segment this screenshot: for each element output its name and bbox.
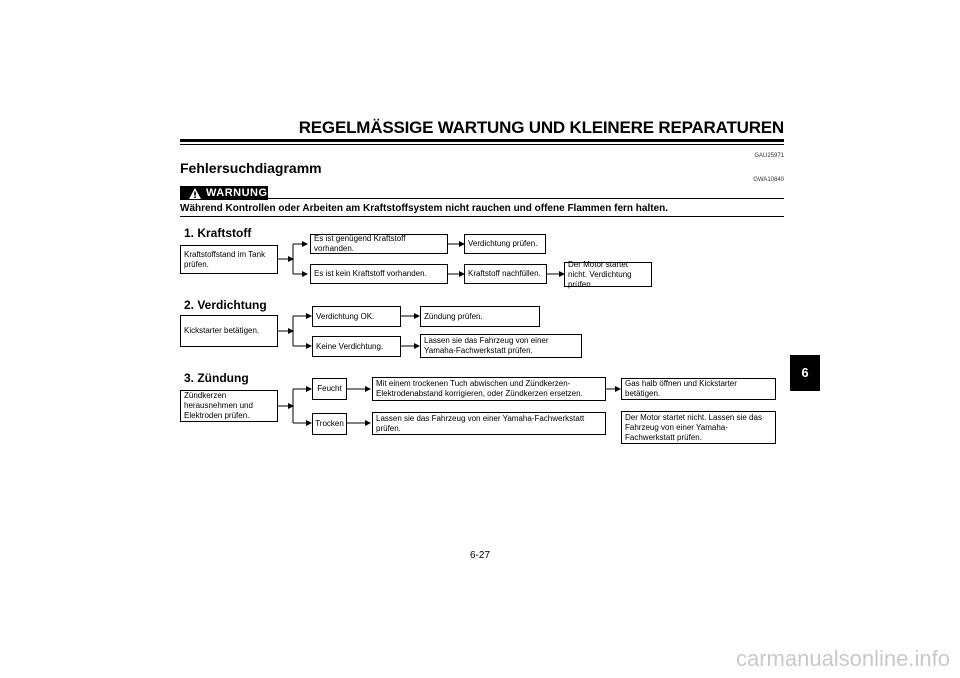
flow-box-3a3 bbox=[621, 378, 776, 400]
chapter-tab: 6 bbox=[790, 355, 820, 391]
flow-text: Keine Verdichtung. bbox=[316, 341, 384, 351]
flow-box-3b3 bbox=[621, 411, 776, 444]
flow-text: Trocken bbox=[315, 419, 344, 428]
flow-text: Zündung prüfen. bbox=[424, 311, 483, 321]
flow-text: Verdichtung OK. bbox=[316, 311, 375, 321]
flow-text: Kraftstoffstand im Tank prüfen. bbox=[184, 249, 266, 269]
flow-box-start-3 bbox=[180, 390, 278, 422]
section-title-zuendung: 3. Zündung bbox=[184, 371, 249, 385]
flow-box-2b2 bbox=[420, 334, 582, 358]
flow-text: Lassen sie das Fahrzeug von einer Yamaha-Fachwerkstatt prüfen. bbox=[376, 413, 585, 433]
flow-box-2b1 bbox=[312, 336, 401, 357]
warning-label: WARNUNG bbox=[206, 187, 268, 199]
flow-text: Feucht bbox=[317, 384, 342, 393]
flow-text: Der Motor startet nicht. Verdichtung prüfen. bbox=[568, 259, 632, 289]
flow-box-start-2 bbox=[180, 315, 278, 347]
flow-box-3a1 bbox=[312, 378, 347, 400]
flow-box-3b1 bbox=[312, 413, 347, 435]
watermark: carmanualsonline.info bbox=[735, 646, 950, 671]
flow-text: Zündkerzen herausnehmen und Elektroden prüfen. bbox=[184, 391, 253, 420]
warning-text: Während Kontrollen oder Arbeiten am Kraftstoffsystem nicht rauchen und offene Flammen fern halten. bbox=[180, 203, 669, 214]
flow-box-3b2 bbox=[372, 412, 606, 435]
flow-box-1b2 bbox=[464, 264, 547, 284]
flow-text: Mit einem trockenen Tuch abwischen und Zündkerzen-Elektrodenabstand korrigieren, oder Zündkerzen ersetzen. bbox=[376, 379, 583, 398]
flow-text: Kraftstoff nachfüllen. bbox=[468, 269, 541, 278]
page-title: Fehlersuchdiagramm bbox=[180, 160, 322, 176]
section-code: GAU25971 bbox=[754, 153, 784, 159]
flow-box-2a1 bbox=[312, 306, 401, 327]
flow-box-1a2 bbox=[464, 234, 546, 254]
flow-text: Lassen sie das Fahrzeug von einer Yamaha-Fachwerkstatt prüfen. bbox=[424, 336, 549, 355]
flow-text: Es ist kein Kraftstoff vorhanden. bbox=[314, 269, 427, 278]
page-header: REGELMÄSSIGE WARTUNG UND KLEINERE REPARATUREN bbox=[298, 118, 784, 137]
flow-box-1b1 bbox=[310, 264, 448, 284]
flow-text: Verdichtung prüfen. bbox=[468, 239, 538, 248]
warning-code: GWA10840 bbox=[753, 177, 784, 183]
flow-text: Es ist genügend Kraftstoff vorhanden. bbox=[314, 234, 406, 253]
flow-box-3a2 bbox=[372, 377, 606, 401]
flow-box-1a1 bbox=[310, 234, 448, 254]
flow-text: Kickstarter betätigen. bbox=[184, 326, 260, 335]
page-number: 6-27 bbox=[469, 550, 490, 561]
section-title-kraftstoff: 1. Kraftstoff bbox=[184, 226, 252, 240]
flow-box-1b3 bbox=[564, 259, 652, 289]
section-title-verdichtung: 2. Verdichtung bbox=[184, 298, 267, 312]
flow-text: Der Motor startet nicht. Lassen sie das Fahrzeug von einer Yamaha-Fachwerkstatt prüfen. bbox=[625, 412, 762, 442]
flow-box-start-1 bbox=[180, 245, 278, 274]
flow-text: Gas halb öffnen und Kickstarter betätigen. bbox=[625, 379, 737, 398]
flow-box-2a2 bbox=[420, 306, 540, 327]
